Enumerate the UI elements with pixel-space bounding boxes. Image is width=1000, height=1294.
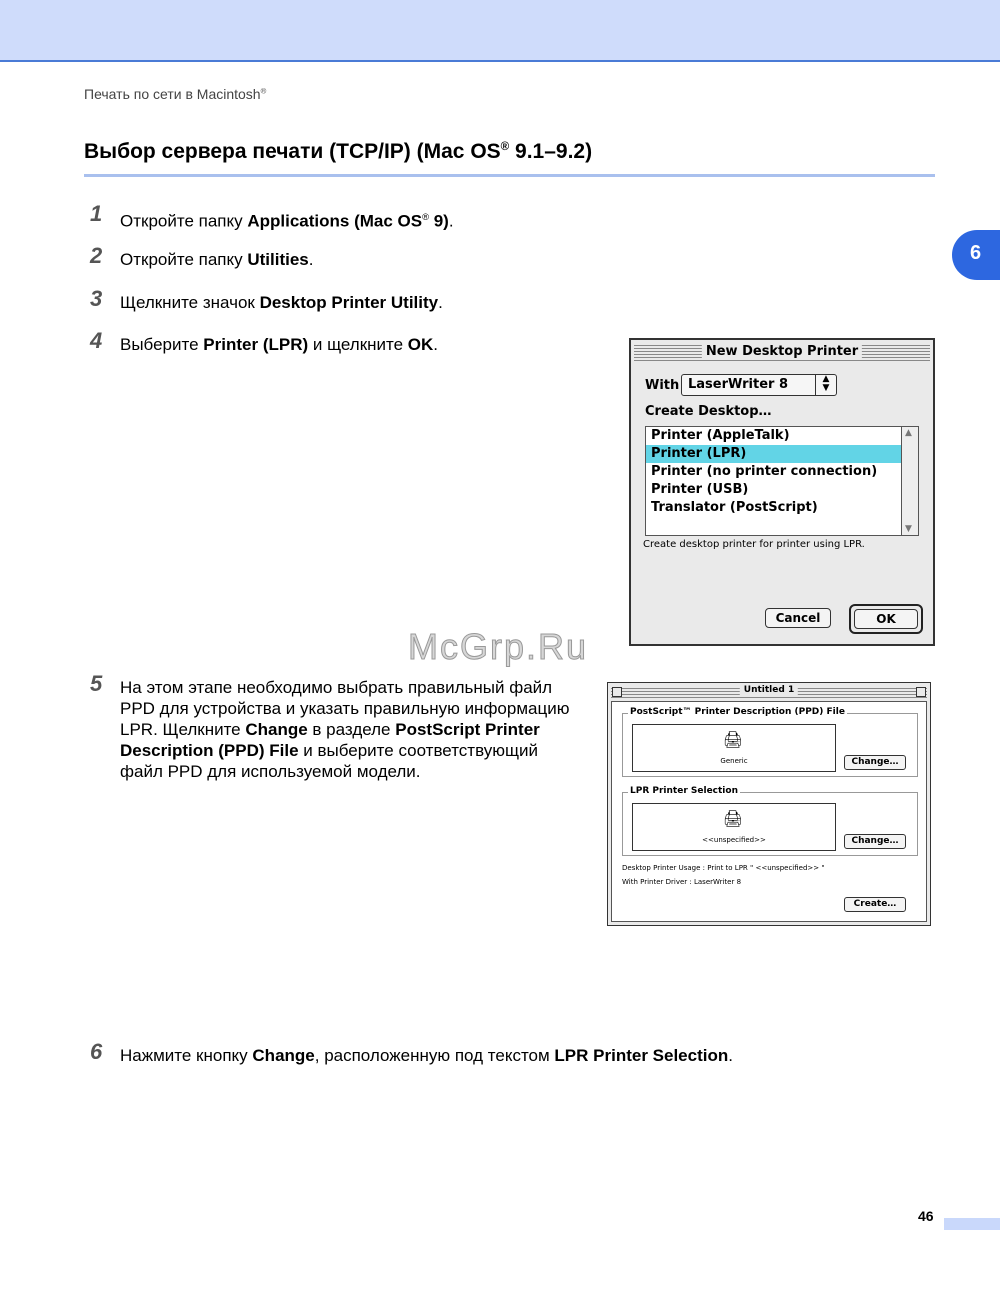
lpr-printer-name: <<unspecified>> <box>702 836 766 844</box>
description-text: Create desktop printer for printer using LPR. <box>643 539 865 550</box>
create-button[interactable]: Create… <box>844 897 906 912</box>
header-band <box>0 0 1000 62</box>
title-underline <box>84 174 935 177</box>
breadcrumb: Печать по сети в Macintosh® <box>84 86 267 102</box>
printer-type-item[interactable]: Printer (LPR) <box>646 445 902 463</box>
lpr-group-label: LPR Printer Selection <box>630 786 738 796</box>
ok-button[interactable]: OK <box>854 609 918 629</box>
lpr-printer-icon: 🖨 <box>722 809 744 828</box>
close-box-icon[interactable] <box>612 687 622 697</box>
ppd-file-box[interactable] <box>632 724 836 772</box>
dialog-titlebar[interactable]: New Desktop Printer <box>634 343 930 361</box>
lpr-printer-box[interactable] <box>632 803 836 851</box>
scroll-up-icon[interactable]: ▲ <box>905 428 912 438</box>
ppd-group-label: PostScript™ Printer Description (PPD) File <box>630 707 845 717</box>
new-desktop-printer-dialog <box>629 338 935 646</box>
printer-type-list[interactable] <box>645 426 919 536</box>
usage-text: Desktop Printer Usage : Print to LPR " <<unspecified>> " <box>622 864 825 872</box>
ppd-file-name: Generic <box>720 757 748 765</box>
window-content <box>611 701 927 922</box>
cancel-button[interactable]: Cancel <box>765 608 831 628</box>
zoom-box-icon[interactable] <box>916 687 926 697</box>
page-title: Выбор сервера печати (TCP/IP) (Mac OS® 9.1–9.2) <box>84 140 593 163</box>
window-titlebar[interactable]: Untitled 1 <box>611 686 927 698</box>
printer-type-item[interactable]: Printer (no printer connection) <box>651 464 878 479</box>
select-arrows-icon: ▲ ▼ <box>815 375 836 395</box>
page-number: 46 <box>918 1208 934 1224</box>
ppd-file-icon: 🖨 <box>722 730 744 749</box>
driver-text: With Printer Driver : LaserWriter 8 <box>622 878 742 886</box>
with-label: With <box>645 378 680 393</box>
ok-button-ring <box>849 604 923 634</box>
printer-type-item[interactable]: Printer (AppleTalk) <box>651 428 790 443</box>
desktop-printer-window <box>607 682 931 926</box>
page-number-bar <box>944 1218 1000 1230</box>
watermark: McGrp.Ru <box>408 626 589 667</box>
chapter-tab: 6 <box>952 230 1000 280</box>
lpr-change-button[interactable]: Change… <box>844 834 906 849</box>
scroll-down-icon[interactable]: ▼ <box>905 524 912 534</box>
ppd-change-button[interactable]: Change… <box>844 755 906 770</box>
printer-type-item[interactable]: Translator (PostScript) <box>651 500 818 515</box>
list-scrollbar[interactable] <box>901 427 918 535</box>
create-desktop-label: Create Desktop… <box>645 404 772 419</box>
printer-type-item[interactable]: Printer (USB) <box>651 482 749 497</box>
driver-select[interactable]: LaserWriter 8 ▲ ▼ <box>681 374 837 396</box>
